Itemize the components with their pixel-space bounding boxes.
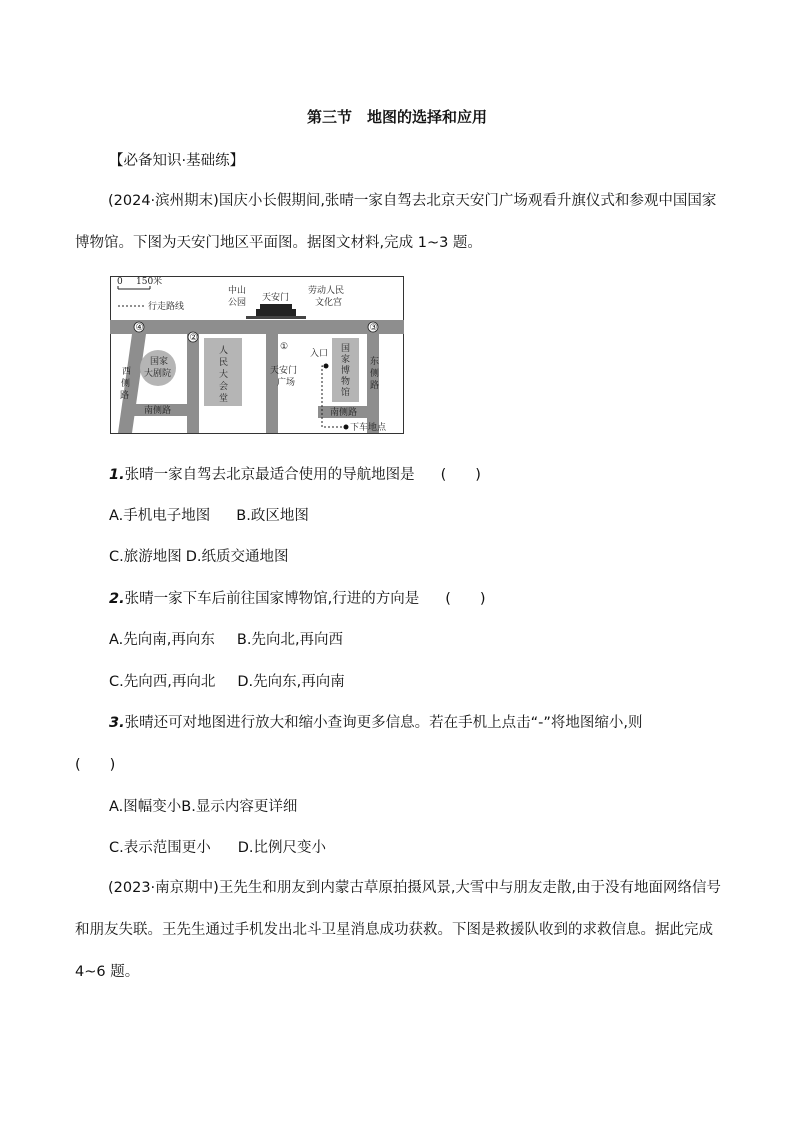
square-label-2: 广场 <box>277 378 296 388</box>
east-road-char-1: 东 <box>370 357 380 367</box>
q2-option-d: D.先向东,再向南 <box>237 674 345 690</box>
culture-palace-label-1: 劳动人民 <box>308 286 345 296</box>
question-3-options-row-1 <box>109 795 297 816</box>
east-road-char-2: 侧 <box>370 369 380 379</box>
west-road-char-3: 路 <box>120 391 130 401</box>
culture-palace-label-2: 文化宫 <box>315 298 343 308</box>
square-label-1: 天安门 <box>270 366 298 376</box>
question-2-text: 张晴一家下车后前往国家博物馆,行进的方向是 <box>124 591 420 607</box>
question-2-options-row-1 <box>109 628 343 649</box>
east-road-char-3: 路 <box>370 381 380 391</box>
question-2-number: 2. <box>109 591 125 607</box>
question-3-number: 3. <box>109 715 125 731</box>
zhongshan-park-label-1: 中山 <box>228 286 247 296</box>
zhongshan-park-label-2: 公园 <box>228 298 247 308</box>
theater-label-1: 国家 <box>150 357 169 367</box>
section-heading: 【必备知识·基础练】 <box>109 153 245 169</box>
museum-char-5: 馆 <box>341 388 351 398</box>
question-3-answer-blank: ( ) <box>75 757 116 773</box>
q3-option-c: C.表示范围更小 <box>109 840 211 856</box>
question-1-options-row-1 <box>109 504 309 525</box>
q3-option-a: A.图幅变小 <box>109 799 182 815</box>
question-1-options-row-2 <box>109 545 289 566</box>
hall-char-5: 堂 <box>219 394 229 404</box>
west-road-char-2: 侧 <box>121 379 131 389</box>
tiananmen-label: 天安门 <box>262 293 290 303</box>
q2-option-c: C.先向西,再向北 <box>109 674 216 690</box>
question-3-options-row-2 <box>109 836 326 857</box>
q2-option-b: B.先向北,再向西 <box>236 632 344 648</box>
west-road-char-1: 西 <box>122 367 132 377</box>
museum-char-2: 家 <box>341 355 351 365</box>
question-3-text: 张晴还可对地图进行放大和缩小查询更多信息。若在手机上点击“-”将地图缩小,则 <box>124 715 643 731</box>
hall-char-3: 大 <box>219 370 229 380</box>
hall-char-4: 会 <box>219 382 229 392</box>
q3-option-b: B.显示内容更详细 <box>181 799 298 815</box>
legend-route-label: 行走路线 <box>148 302 185 312</box>
q1-option-d: D.纸质交通地图 <box>185 549 289 565</box>
tiananmen-area-map <box>110 276 404 434</box>
marker-2: ② <box>189 333 198 343</box>
question-3 <box>109 711 642 732</box>
q3-option-d: D.比例尺变小 <box>237 840 327 856</box>
question-1-number: 1. <box>109 467 125 483</box>
question-2-options-row-2 <box>109 670 345 691</box>
intro-paragraph-1: (2024·滨州期末)国庆小长假期间,张晴一家自驾去北京天安门广场观看升旗仪式和参观中国国家博物馆。下图为天安门地区平面图。据图文材料,完成 1~3 题。 <box>75 193 717 251</box>
page-title: 第三节 地图的选择和应用 <box>306 108 487 126</box>
marker-3: ③ <box>369 323 378 333</box>
question-2-answer-blank: ( ) <box>445 591 486 607</box>
entrance-label: 入口 <box>310 349 329 359</box>
hall-char-2: 民 <box>219 358 229 368</box>
q1-option-a: A.手机电子地图 <box>109 508 211 524</box>
theater-label-2: 大剧院 <box>144 369 172 379</box>
scale-zero: 0 <box>117 277 123 287</box>
intro-paragraph-2: (2023·南京期中)王先生和朋友到内蒙古草原拍摄风景,大雪中与朋友走散,由于没有地面网络信号和朋友失联。王先生通过手机发出北斗卫星消息成功获救。下图是救援队收到的求救信息。据此完成 4~6 题。 <box>75 880 722 980</box>
marker-1: ① <box>280 342 289 352</box>
south-road-east-label: 南侧路 <box>330 408 358 418</box>
south-road-west-label: 南侧路 <box>144 406 172 416</box>
question-1-answer-blank: ( ) <box>440 467 481 483</box>
hall-char-1: 人 <box>219 346 229 356</box>
question-1 <box>109 463 481 484</box>
question-1-text: 张晴一家自驾去北京最适合使用的导航地图是 <box>124 467 415 483</box>
question-2 <box>109 587 486 608</box>
q1-option-c: C.旅游地图 <box>109 549 182 565</box>
museum-char-4: 物 <box>341 377 351 387</box>
scale-label: 150米 <box>136 277 163 287</box>
museum-char-3: 博 <box>341 366 351 376</box>
drop-off-label: 下车地点 <box>350 423 387 433</box>
museum-char-1: 国 <box>341 344 351 354</box>
q1-option-b: B.政区地图 <box>236 508 309 524</box>
marker-4: ④ <box>135 323 144 333</box>
q2-option-a: A.先向南,再向东 <box>109 632 215 648</box>
